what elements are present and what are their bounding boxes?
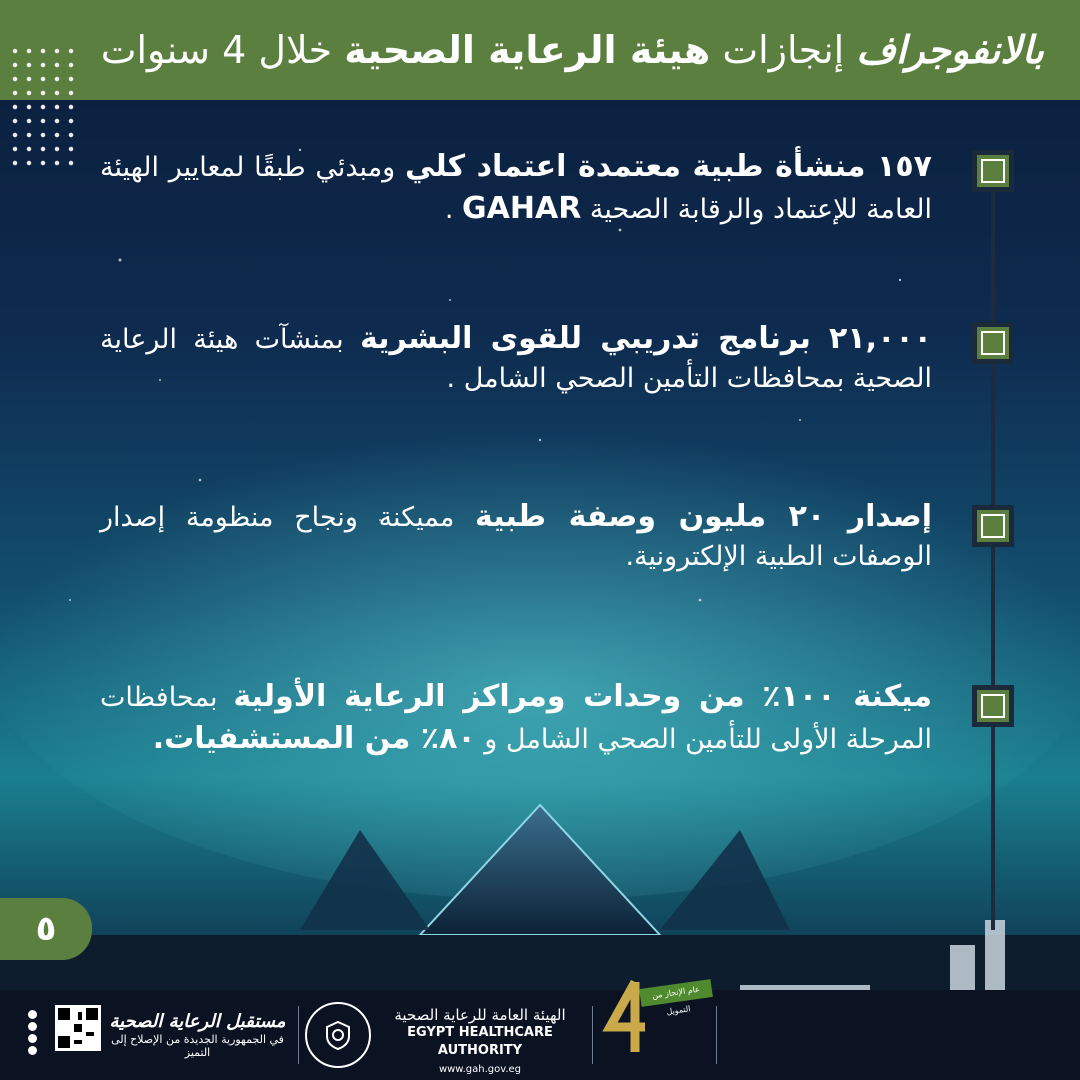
authority-name-ar: الهيئة العامة للرعاية الصحية: [394, 1006, 566, 1024]
achievement-item-2: [100, 318, 932, 398]
facebook-icon[interactable]: [28, 1010, 37, 1019]
youtube-icon[interactable]: [28, 1046, 37, 1055]
future-title: مستقبل الرعاية الصحية: [109, 1011, 286, 1032]
instagram-icon[interactable]: [28, 1034, 37, 1043]
social-icons: [28, 1010, 38, 1058]
header-banner: [0, 0, 1080, 100]
future-healthcare-logo: [105, 1010, 290, 1059]
footer-divider: [298, 1006, 299, 1064]
number-four-logo-icon: [600, 972, 660, 1062]
achievement-4-text: بمحافظات المرحلة الأولى للتأمين الصحي الشامل و: [100, 682, 932, 755]
achievement-item-4: [100, 676, 932, 760]
achievement-1-gahar: GAHAR: [462, 191, 582, 226]
achievement-2-highlight: ٢١,٠٠٠ برنامج تدريبي للقوى البشرية: [360, 321, 932, 356]
achievement-1-text: ومبدئي طبقًا لمعايير الهيئة العامة للإعتماد والرقابة الصحية: [100, 152, 932, 225]
page-number: ٥: [35, 909, 57, 949]
achievement-1-highlight: ١٥٧ منشأة طبية معتمدة اعتماد كلي: [404, 149, 932, 184]
timeline-marker-1: [972, 150, 1014, 192]
decorative-dots: [8, 44, 78, 174]
authority-seal-icon: [305, 1002, 371, 1068]
future-subtitle: في الجمهورية الجديدة من الإصلاح إلى التميز: [111, 1033, 284, 1060]
achievement-2-text: بمنشآت هيئة الرعاية الصحية بمحافظات التأمين الصحي الشامل .: [100, 324, 932, 394]
twitter-icon[interactable]: [28, 1022, 37, 1031]
authority-logo-text: [375, 1006, 585, 1075]
footer-bar: [0, 984, 1080, 1080]
footer-divider: [716, 1006, 717, 1064]
authority-name-en: EGYPT HEALTHCARE AUTHORITY: [407, 1025, 553, 1059]
achievement-4-hospitals: ٨٠٪ من المستشفيات.: [152, 721, 476, 756]
authority-website[interactable]: www.gah.gov.eg: [438, 1064, 522, 1076]
achievement-3-highlight: إصدار ٢٠ مليون وصفة طبية: [475, 499, 932, 534]
page-title: [101, 28, 1044, 72]
title-infographic: بالانفوجراف: [856, 28, 1044, 72]
page-number-badge: [0, 898, 92, 960]
ribbon-text: عام الإنجاز من التمويل: [651, 984, 701, 1017]
title-achievements: إنجازات: [710, 28, 857, 72]
qr-code: [55, 1005, 101, 1051]
achievement-item-3: [100, 496, 932, 576]
title-authority: هيئة الرعاية الصحية: [344, 28, 711, 72]
timeline-marker-4: [972, 685, 1014, 727]
timeline-marker-2: [972, 322, 1014, 364]
achievement-item-1: [100, 146, 932, 230]
achievement-1-end: .: [444, 194, 463, 225]
title-period: خلال 4 سنوات: [100, 28, 345, 72]
timeline-marker-3: [972, 505, 1014, 547]
achievement-4-highlight: ميكنة ١٠٠٪ من وحدات ومراكز الرعاية الأولية: [233, 679, 933, 714]
achievement-3-text: مميكنة ونجاح منظومة إصدار الوصفات الطبية الإلكترونية.: [100, 502, 932, 572]
footer-divider: [592, 1006, 593, 1064]
